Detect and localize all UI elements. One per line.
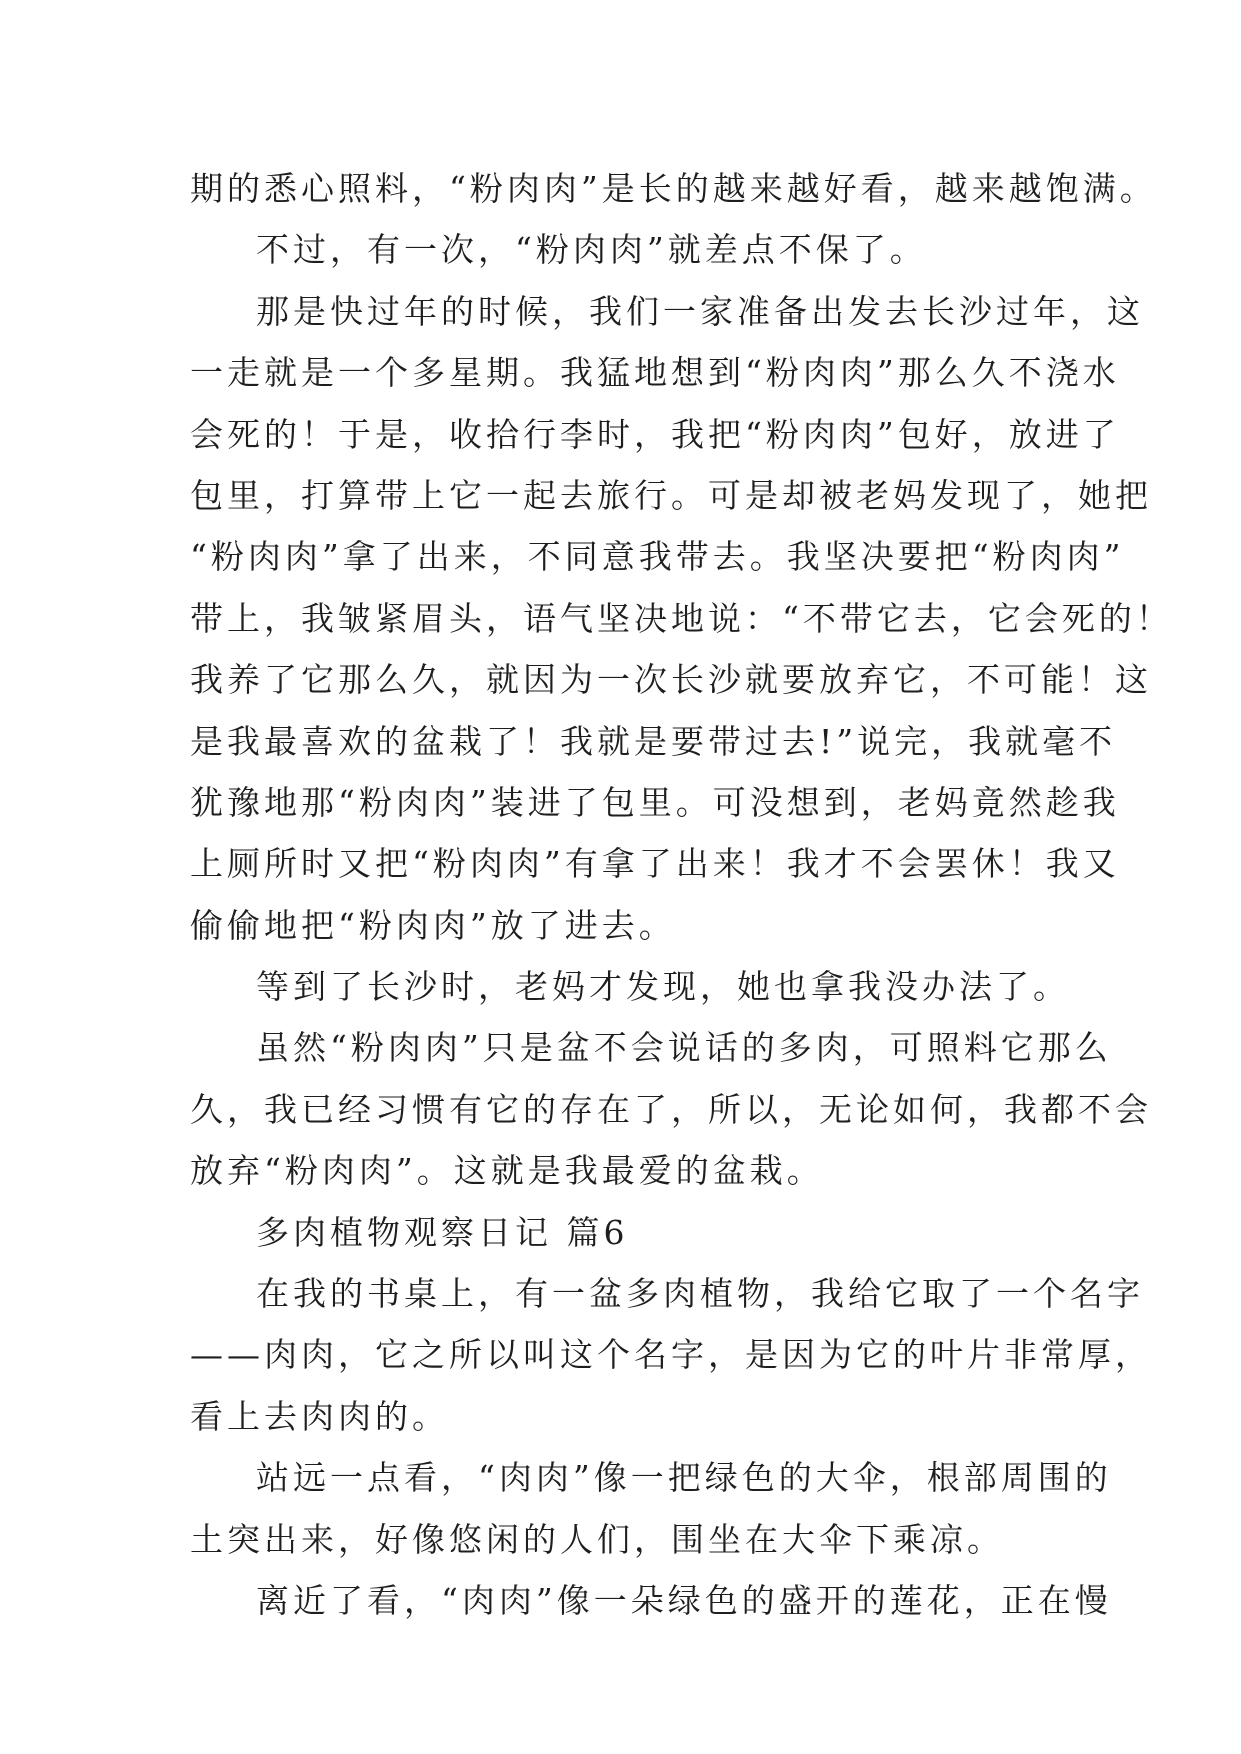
text-line: 站远一点看，“肉肉”像一把绿色的大伞，根部周围的	[256, 1458, 1112, 1498]
text-line: 是我最喜欢的盆栽了！我就是要带过去!”说完，我就毫不	[190, 721, 1117, 761]
text-line: 久，我已经习惯有它的存在了，所以，无论如何，我都不会	[190, 1089, 1152, 1129]
text-line: 包里，打算带上它一起去旅行。可是却被老妈发现了，她把	[190, 475, 1152, 515]
text-line: ——肉肉，它之所以叫这个名字，是因为它的叶片非常厚，	[190, 1335, 1152, 1375]
text-line: 等到了长沙时，老妈才发现，她也拿我没办法了。	[256, 967, 1070, 1007]
text-line: 离近了看，“肉肉”像一朵绿色的盛开的莲花，正在慢	[256, 1580, 1112, 1620]
text-line: 犹豫地那“粉肉肉”装进了包里。可没想到，老妈竟然趁我	[190, 782, 1120, 822]
text-line: 那是快过年的时候，我们一家准备出发去长沙过年，这	[256, 291, 1144, 331]
text-line: 放弃“粉肉肉”。这就是我最爱的盆栽。	[190, 1151, 824, 1191]
text-line: 土突出来，好像悠闲的人们，围坐在大伞下乘凉。	[190, 1519, 1004, 1559]
text-line: 看上去肉肉的。	[190, 1396, 449, 1436]
body-text	[190, 158, 1173, 1631]
text-line: 在我的书桌上，有一盆多肉植物，我给它取了一个名字	[256, 1274, 1144, 1314]
text-line: 多肉植物观察日记 篇6	[256, 1212, 629, 1252]
text-line: “粉肉肉”拿了出来，不同意我带去。我坚决要把“粉肉肉”	[190, 537, 1125, 577]
text-line: 偷偷地把“粉肉肉”放了进去。	[190, 905, 676, 945]
text-line: 我养了它那么久，就因为一次长沙就要放弃它，不可能！这	[190, 660, 1152, 700]
text-line: 一走就是一个多星期。我猛地想到“粉肉肉”那么久不浇水	[190, 353, 1120, 393]
text-line: 虽然“粉肉肉”只是盆不会说话的多肉，可照料它那么	[256, 1028, 1112, 1068]
text-line: 期的悉心照料，“粉肉肉”是长的越来越好看，越来越饱满。	[190, 169, 1157, 208]
text-line: 上厕所时又把“粉肉肉”有拿了出来！我才不会罢休！我又	[190, 844, 1120, 884]
text-line: 会死的！于是，收拾行李时，我把“粉肉肉”包好，放进了	[190, 414, 1120, 454]
text-line: 不过，有一次，“粉肉肉”就差点不保了。	[256, 230, 927, 270]
text-line: 带上，我皱紧眉头，语气坚决地说：“不带它去，它会死的！	[190, 598, 1173, 638]
